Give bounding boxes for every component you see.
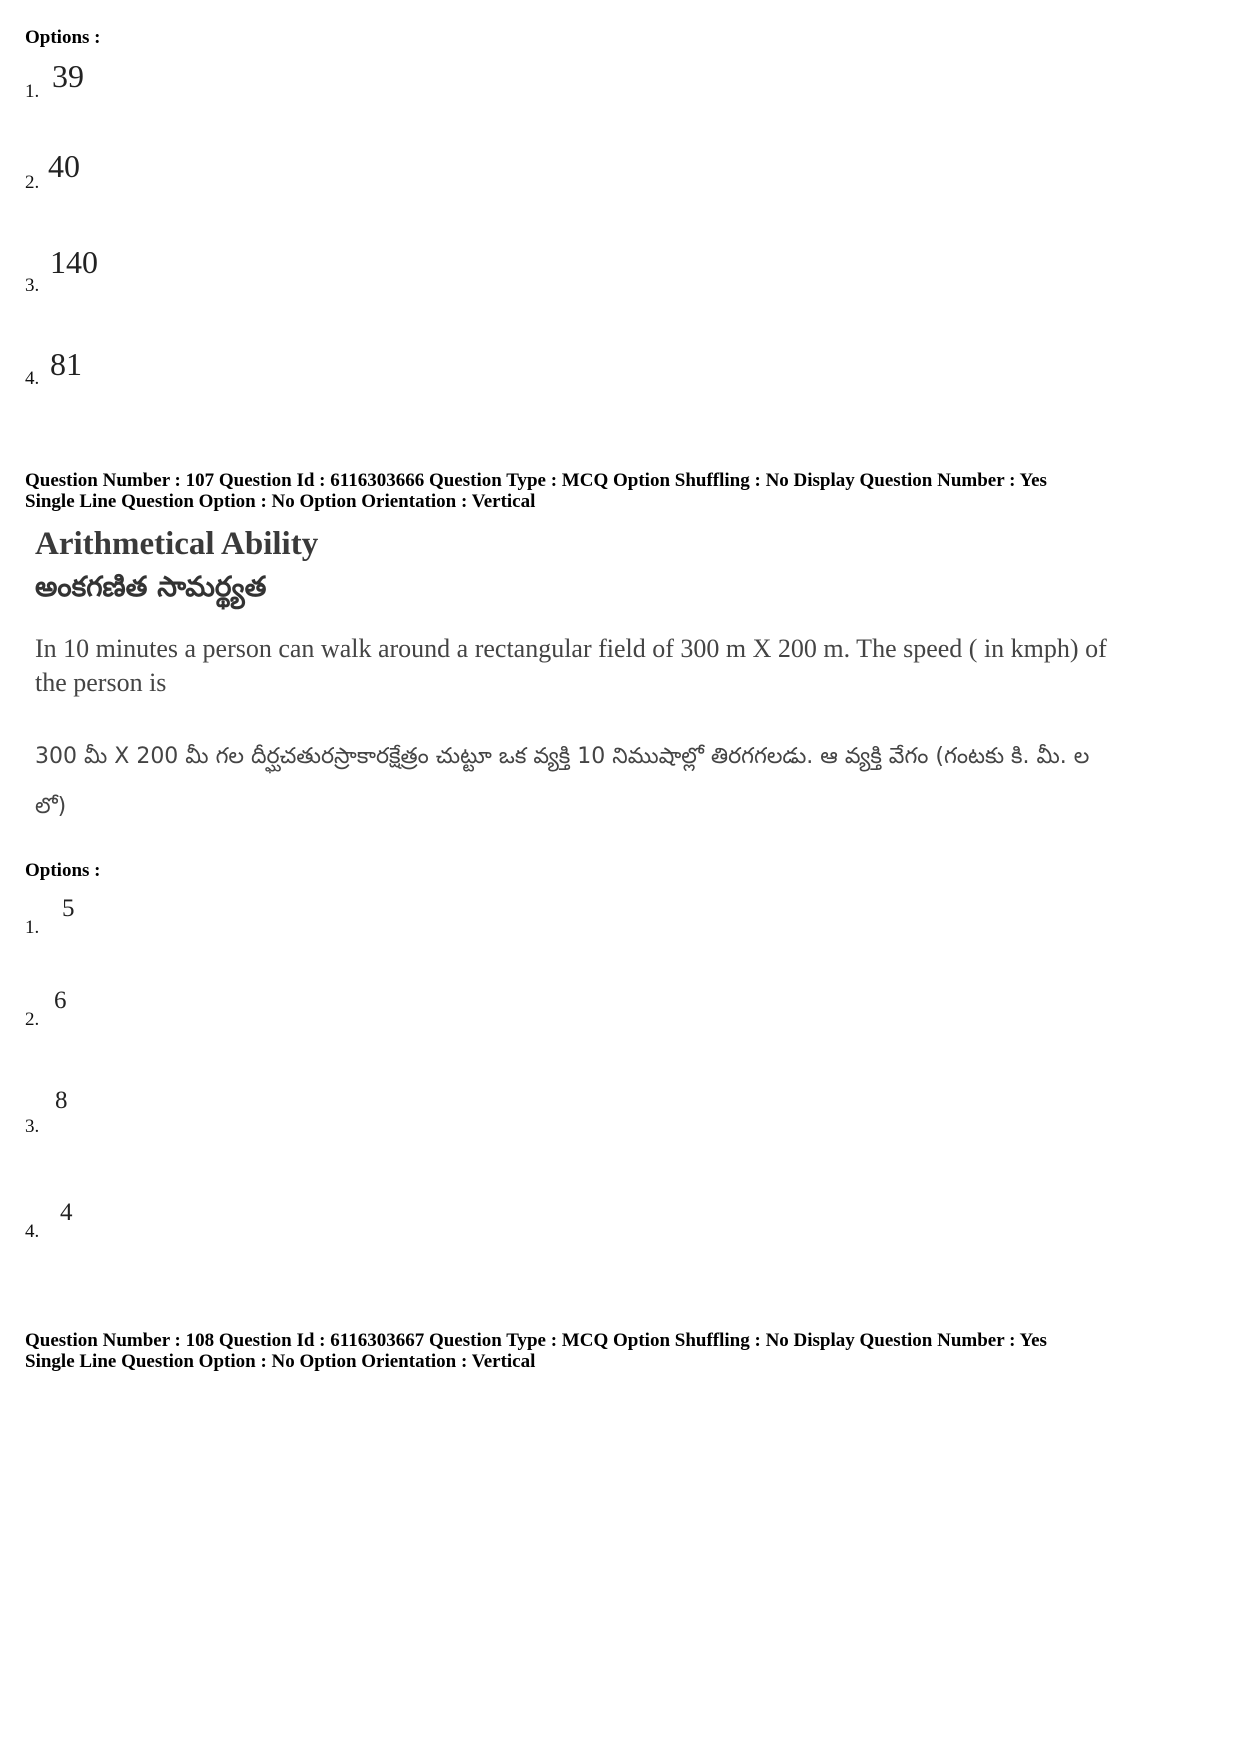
option-value: 5 — [62, 895, 75, 922]
option-number: 1. — [25, 81, 40, 102]
option-number: 2. — [25, 1009, 40, 1030]
option-value: 4 — [60, 1199, 73, 1226]
question-text: In 10 minutes a person can walk around a rectangular field of 300 m X 200 m. The speed ( in kmph) of the person is — [35, 634, 1107, 697]
question-header: Question Number : 107 Question Id : 6116303666 Question Type : MCQ Option Shuffling : No Display Question Number : Yes — [25, 470, 1047, 491]
subject-title: Arithmetical Ability — [35, 526, 319, 562]
options-label: Options : — [25, 860, 101, 881]
option-value: 140 — [50, 244, 98, 280]
option-number: 3. — [25, 1116, 40, 1137]
question-text-telugu: 300 మీ X 200 మీ గల దీర్ఘచతురస్రాకారక్షేత్రం చుట్టూ ఒక వ్యక్తి 10 నిముషాల్లో తిరగగలడు. ఆ వ్యక్తి వేగం (గంటకు కి. మీ. ల లో) — [35, 744, 1090, 819]
option-number: 1. — [25, 917, 40, 938]
option-value: 81 — [50, 346, 82, 382]
option-number: 3. — [25, 275, 40, 296]
question-header-line2: Single Line Question Option : No Option Orientation : Vertical — [25, 1351, 536, 1372]
options-label: Options : — [25, 27, 101, 48]
option-value: 8 — [55, 1087, 68, 1114]
option-value: 6 — [54, 987, 67, 1014]
subject-title-telugu: అంకగణిత సామర్థ్యత — [35, 570, 267, 603]
option-number: 4. — [25, 1221, 40, 1242]
option-number: 2. — [25, 172, 40, 193]
option-value: 39 — [52, 58, 84, 94]
option-number: 4. — [25, 368, 40, 389]
option-value: 40 — [48, 148, 80, 184]
question-header-line2: Single Line Question Option : No Option Orientation : Vertical — [25, 491, 536, 512]
question-header: Question Number : 108 Question Id : 6116303667 Question Type : MCQ Option Shuffling : No Display Question Number : Yes — [25, 1330, 1047, 1351]
